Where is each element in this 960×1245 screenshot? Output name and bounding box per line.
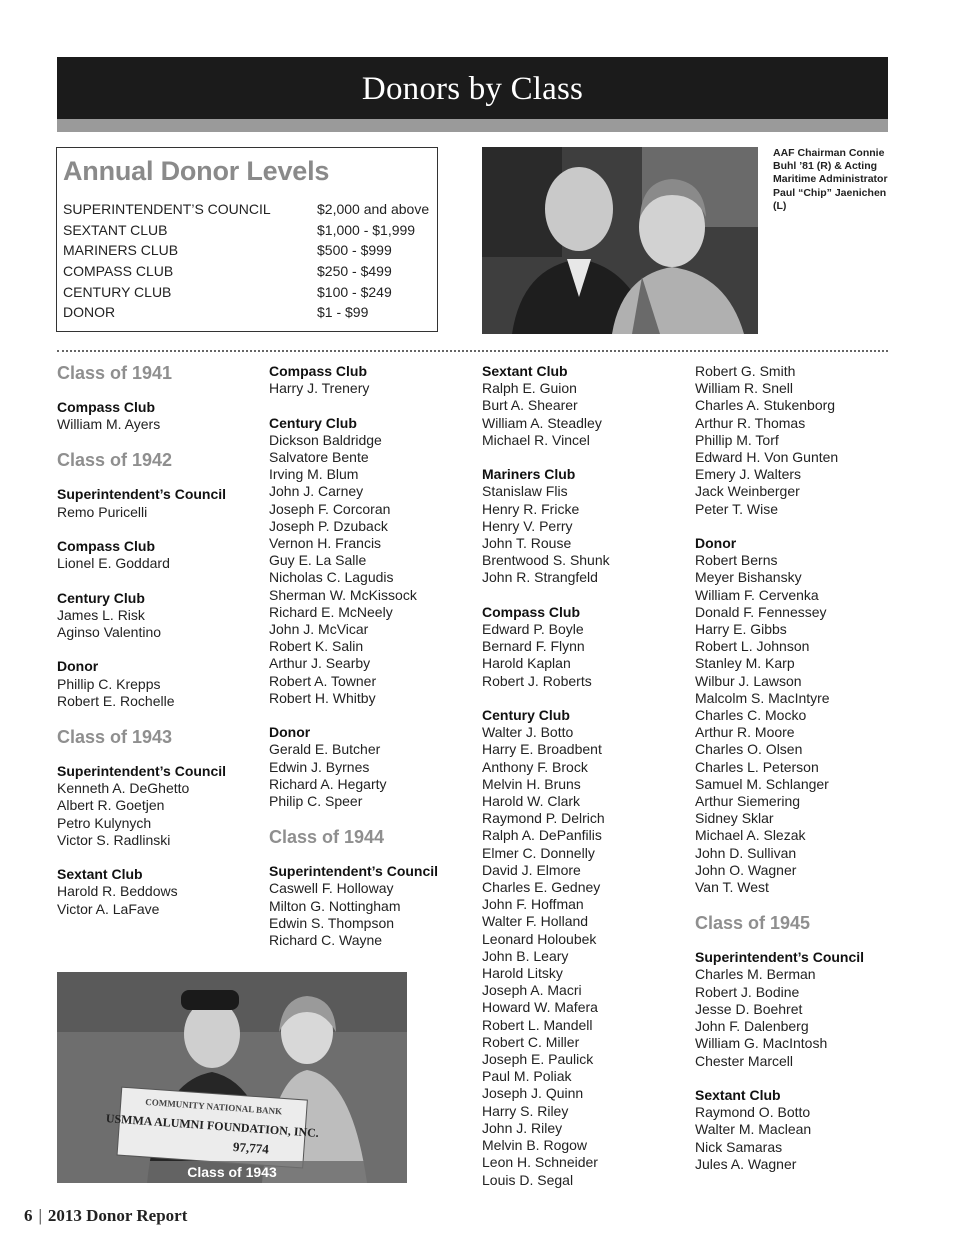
donor-name: Nick Samaras: [695, 1138, 783, 1155]
spacer: [695, 896, 900, 913]
club-heading: Mariners Club: [482, 466, 576, 483]
donor-levels-box: [56, 147, 438, 332]
donor-name: Petro Kulynych: [57, 814, 152, 831]
donor-name: John O. Wagner: [695, 861, 797, 878]
donor-level-name: COMPASS CLUB: [63, 263, 174, 280]
spacer: [57, 572, 262, 589]
donor-name: Melvin H. Bruns: [482, 775, 581, 792]
chairman-photo-art: [482, 147, 758, 334]
club-heading: Superintendent’s Council: [695, 949, 865, 966]
donor-name: Meyer Bishansky: [695, 569, 802, 586]
donor-name: Harry E. Broadbent: [482, 741, 602, 758]
club-heading: Compass Club: [57, 399, 156, 415]
donor-name: Victor A. LaFave: [57, 900, 160, 917]
spacer: [695, 1070, 900, 1087]
donor-name: Walter M. Maclean: [695, 1121, 812, 1138]
donor-name: Robert G. Smith: [695, 363, 796, 379]
donor-name: Raymond O. Botto: [695, 1104, 811, 1121]
donor-level-row: [63, 261, 437, 282]
donor-name: Kenneth A. DeGhetto: [57, 780, 190, 797]
chairman-photo-caption: AAF Chairman Connie Buhl ’81 (R) & Acting Maritime Administrator Paul “Chip” Jaenichen (L): [773, 147, 888, 212]
donor-name: Donald F. Fennessey: [695, 603, 827, 620]
section-divider: [57, 350, 888, 352]
donor-name: Caswell F. Holloway: [269, 880, 394, 897]
donor-name: Arthur J. Searby: [269, 655, 371, 672]
donor-name: Peter T. Wise: [695, 500, 778, 517]
class-1943-photo-caption: Class of 1943: [57, 1161, 407, 1183]
class-heading: Class of 1945: [695, 913, 811, 934]
title-underline: [57, 119, 888, 132]
donor-name: Philip C. Speer: [269, 793, 363, 810]
footer-separator: |: [38, 1206, 42, 1225]
spacer: [695, 518, 900, 535]
spacer: [482, 587, 687, 604]
donor-name: Samuel M. Schlanger: [695, 775, 829, 792]
donor-name: Phillip C. Krepps: [57, 675, 161, 692]
donor-name: Ralph E. Guion: [482, 380, 577, 397]
donor-name: Gerald E. Butcher: [269, 741, 381, 758]
donor-column-3: [482, 363, 687, 1189]
donor-name: Leon H. Schneider: [482, 1154, 598, 1171]
donor-name: John F. Dalenberg: [695, 1018, 809, 1035]
page-number: 6: [24, 1206, 33, 1225]
donor-name: William G. MacIntosh: [695, 1035, 828, 1052]
donor-levels-title: Annual Donor Levels: [63, 156, 330, 186]
donor-name: Richard C. Wayne: [269, 932, 383, 949]
donor-name: Elmer C. Donnelly: [482, 844, 595, 861]
donor-level-row: [63, 282, 437, 303]
club-heading: Superintendent’s Council: [57, 763, 227, 779]
club-heading: Sextant Club: [695, 1086, 781, 1103]
class-1943-photo-art: [57, 972, 407, 1183]
spacer: [57, 849, 262, 866]
donor-name: Harold Litsky: [482, 965, 563, 982]
donor-name: Charles C. Mocko: [695, 707, 807, 724]
donor-level-range: $500 - $999: [317, 242, 392, 259]
report-name: 2013 Donor Report: [47, 1206, 188, 1225]
class-heading: Class of 1943: [57, 727, 173, 747]
donor-level-row: [63, 240, 437, 261]
donor-name: Emery J. Walters: [695, 466, 802, 483]
club-heading: Compass Club: [57, 538, 156, 554]
donor-level-name: SUPERINTENDENT’S COUNCIL: [63, 201, 271, 217]
donor-name: Robert A. Towner: [269, 672, 377, 689]
donor-name: Edward P. Boyle: [482, 621, 584, 638]
donor-name: Brentwood S. Shunk: [482, 552, 610, 569]
donor-name: Chester Marcell: [695, 1052, 794, 1069]
club-heading: Sextant Club: [57, 866, 143, 883]
donor-name: Robert Berns: [695, 552, 778, 569]
donor-name: Aginso Valentino: [57, 624, 162, 640]
spacer: [269, 810, 474, 827]
club-heading: Century Club: [482, 707, 570, 724]
donor-name: Richard E. McNeely: [269, 603, 393, 620]
donor-name: William A. Steadley: [482, 414, 602, 431]
donor-level-name: SEXTANT CLUB: [63, 221, 168, 238]
donor-name: Stanislaw Flis: [482, 483, 568, 500]
donor-name: John J. Riley: [482, 1119, 563, 1136]
spacer: [57, 433, 262, 450]
donor-name: Harry S. Riley: [482, 1102, 569, 1119]
donor-name: Louis D. Segal: [482, 1171, 574, 1188]
donor-name: Harry J. Trenery: [269, 380, 370, 397]
donor-name: Dickson Baldridge: [269, 431, 382, 448]
spacer: [57, 710, 262, 727]
donor-name: Edwin S. Thompson: [269, 914, 395, 931]
donor-name: Jesse D. Boehret: [695, 1000, 803, 1017]
donor-name: Lionel E. Goddard: [57, 555, 170, 572]
donor-name: Charles M. Berman: [695, 966, 816, 983]
donor-name: John F. Hoffman: [482, 896, 584, 913]
donor-name: Harold Kaplan: [482, 655, 571, 672]
donor-name: Paul M. Poliak: [482, 1068, 572, 1085]
spacer: [269, 397, 474, 414]
spacer: [269, 707, 474, 724]
donor-name: Edwin J. Byrnes: [269, 758, 370, 775]
donor-name: Walter F. Holland: [482, 913, 589, 930]
donor-name: Henry R. Fricke: [482, 500, 580, 517]
donor-name: Robert C. Miller: [482, 1033, 580, 1050]
donor-name: Richard A. Hegarty: [269, 775, 387, 792]
donor-name: Melvin B. Rogow: [482, 1137, 588, 1154]
donor-name: Guy E. La Salle: [269, 552, 367, 569]
donor-name: Milton G. Nottingham: [269, 897, 401, 914]
check-payee: USMMA ALUMNI FOUNDATION, INC.: [105, 1111, 320, 1140]
donor-name: John B. Leary: [482, 947, 569, 964]
donor-name: Michael A. Slezak: [695, 827, 806, 844]
page-footer: [24, 1206, 187, 1226]
donor-level-range: $2,000 and above: [317, 201, 430, 217]
club-heading: Compass Club: [269, 363, 368, 379]
donor-name: Albert R. Goetjen: [57, 797, 165, 814]
donor-name: James L. Risk: [57, 606, 145, 623]
donor-name: Jack Weinberger: [695, 483, 800, 500]
donor-name: David J. Elmore: [482, 861, 581, 878]
donor-name: Malcolm S. MacIntyre: [695, 689, 830, 706]
class-heading: Class of 1941: [57, 363, 173, 383]
donor-name: Phillip M. Torf: [695, 431, 779, 448]
club-heading: Donor: [269, 724, 311, 741]
donor-name: Charles O. Olsen: [695, 741, 803, 758]
donor-level-row: [63, 220, 437, 241]
spacer: [57, 641, 262, 658]
donor-name: Charles L. Peterson: [695, 758, 819, 775]
class-heading: Class of 1944: [269, 827, 385, 848]
donor-name: John R. Strangfeld: [482, 569, 598, 586]
donor-level-name: DONOR: [63, 304, 116, 321]
class-heading: Class of 1942: [57, 450, 173, 471]
donor-name: Joseph F. Corcoran: [269, 500, 391, 517]
donor-column-4: [695, 363, 900, 1173]
donor-name: Michael R. Vincel: [482, 431, 590, 448]
donor-name: Irving M. Blum: [269, 466, 359, 483]
class-1943-photo: [57, 972, 407, 1183]
donor-name: Robert L. Johnson: [695, 638, 810, 655]
donor-name: William F. Cervenka: [695, 586, 819, 603]
donor-name: Joseph E. Paulick: [482, 1051, 594, 1068]
donor-level-row: [63, 302, 437, 323]
chairman-photo: [482, 147, 758, 334]
donor-name: Charles A. Stukenborg: [695, 397, 836, 414]
page-title: Donors by Class: [361, 71, 584, 107]
donor-name: John J. McVicar: [269, 621, 369, 638]
donor-column-1: [57, 363, 262, 918]
donor-name: John D. Sullivan: [695, 844, 797, 861]
donor-name: Ralph A. DePanfilis: [482, 827, 602, 844]
donor-level-row: [63, 199, 437, 220]
donor-name: Arthur Siemering: [695, 793, 801, 810]
club-heading: Sextant Club: [482, 363, 568, 379]
donor-name: Henry V. Perry: [482, 517, 573, 534]
donor-name: William M. Ayers: [57, 416, 161, 433]
club-heading: Superintendent’s Council: [57, 486, 227, 503]
check-amount: 97,774: [232, 1139, 270, 1157]
donor-name: Arthur R. Moore: [695, 724, 795, 741]
donor-name: William R. Snell: [695, 380, 794, 397]
donor-levels-list: [63, 199, 437, 323]
donor-name: Walter J. Botto: [482, 724, 574, 741]
club-heading: Century Club: [269, 414, 357, 431]
donor-name: Charles E. Gedney: [482, 879, 601, 896]
title-banner: [57, 57, 888, 119]
donor-name: Remo Puricelli: [57, 503, 148, 520]
donor-name: Anthony F. Brock: [482, 758, 588, 775]
donor-name: Stanley M. Karp: [695, 655, 795, 672]
donor-name: Joseph P. Dzuback: [269, 517, 388, 534]
club-heading: Donor: [695, 535, 737, 552]
donor-name: Sidney Sklar: [695, 810, 774, 827]
donor-level-name: CENTURY CLUB: [63, 283, 172, 300]
donor-name: Harold W. Clark: [482, 793, 581, 810]
donor-name: Bernard F. Flynn: [482, 638, 585, 655]
donor-level-name: MARINERS CLUB: [63, 242, 179, 259]
donor-name: Harold R. Beddows: [57, 883, 178, 900]
club-heading: Superintendent’s Council: [269, 863, 439, 880]
donor-name: Jules A. Wagner: [695, 1155, 797, 1172]
donor-name: Raymond P. Delrich: [482, 810, 605, 827]
donor-name: Robert H. Whitby: [269, 689, 376, 706]
donor-name: Joseph J. Quinn: [482, 1085, 584, 1102]
donor-name: Leonard Holoubek: [482, 930, 597, 947]
donor-name: Salvatore Bente: [269, 449, 369, 465]
donor-name: Burt A. Shearer: [482, 397, 578, 414]
donor-name: John J. Carney: [269, 483, 364, 500]
donor-name: Robert K. Salin: [269, 638, 364, 655]
donor-name: Robert J. Roberts: [482, 672, 592, 689]
donor-level-range: $250 - $499: [317, 263, 392, 280]
check-bank-name: COMMUNITY NATIONAL BANK: [144, 1096, 283, 1117]
donor-level-range: $100 - $249: [317, 283, 392, 300]
donor-name: Sherman W. McKissock: [269, 586, 417, 603]
club-heading: Century Club: [57, 589, 145, 606]
spacer: [57, 521, 262, 538]
donor-name: Vernon H. Francis: [269, 535, 382, 552]
donor-name: John T. Rouse: [482, 535, 572, 552]
donor-name: Arthur R. Thomas: [695, 414, 806, 431]
donor-column-2: [269, 363, 474, 949]
donor-name: Victor S. Radlinski: [57, 831, 171, 848]
donor-level-range: $1,000 - $1,999: [317, 221, 416, 238]
club-heading: Donor: [57, 658, 99, 675]
donor-name: Nicholas C. Lagudis: [269, 569, 394, 586]
spacer: [482, 690, 687, 707]
donor-name: Robert L. Mandell: [482, 1016, 593, 1033]
donor-level-range: $1 - $99: [317, 304, 369, 321]
donor-name: Howard W. Mafera: [482, 999, 598, 1016]
donor-name: Wilbur J. Lawson: [695, 672, 802, 689]
donor-name: Edward H. Von Gunten: [695, 449, 839, 466]
donor-name: Robert E. Rochelle: [57, 692, 175, 709]
donor-name: Joseph A. Macri: [482, 982, 582, 999]
donor-name: Harry E. Gibbs: [695, 621, 787, 638]
club-heading: Compass Club: [482, 603, 581, 620]
spacer: [482, 449, 687, 466]
donor-name: Van T. West: [695, 879, 769, 896]
donor-name: Robert J. Bodine: [695, 983, 800, 1000]
